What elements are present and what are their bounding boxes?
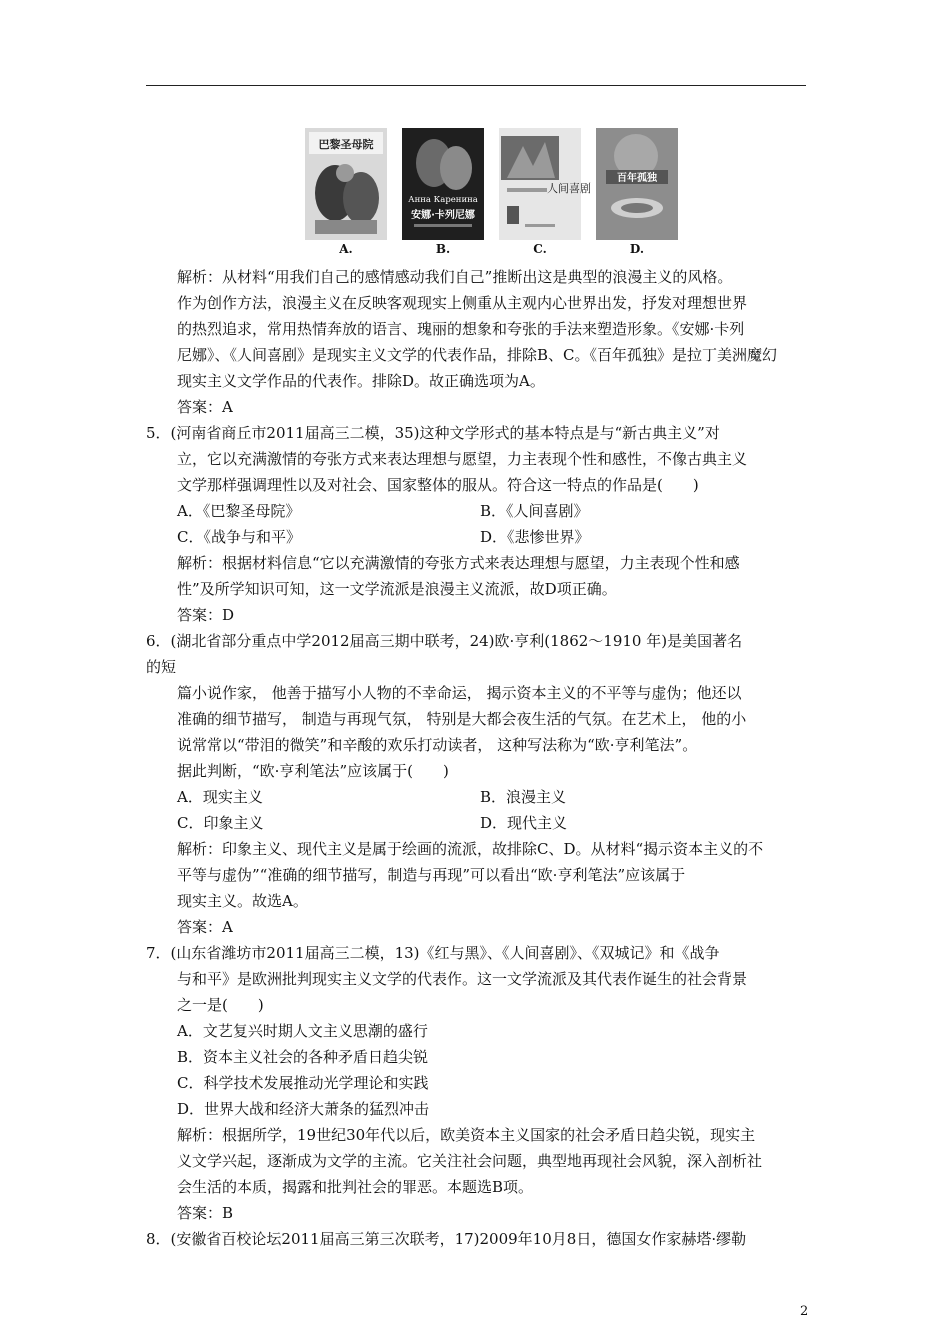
q6-option-c: C．印象主义	[177, 814, 264, 832]
cover-label-b: B.	[435, 242, 451, 256]
q5-option-d: D．《悲惨世界》	[480, 528, 590, 546]
q6-option-d: D．现代主义	[480, 814, 568, 832]
q5-option-a: A．《巴黎圣母院》	[177, 502, 301, 520]
q5-option-b: B．《人间喜剧》	[480, 502, 589, 520]
cover-human-comedy	[499, 128, 591, 240]
cover-label-a: A.	[339, 242, 353, 256]
q7-option-a: A．文艺复兴时期人文主义思潮的盛行	[177, 1022, 428, 1040]
svg-text:Анна Каренина: Анна Каренина	[408, 195, 478, 205]
book-cover-options	[305, 128, 685, 258]
q6-option-b: B．浪漫主义	[480, 788, 567, 806]
cover-notre-dame	[305, 128, 387, 240]
svg-text:人间喜剧: 人间喜剧	[547, 182, 591, 195]
q5-option-c: C．《战争与和平》	[177, 528, 301, 546]
q7-option-c: C．科学技术发展推动光学理论和实践	[177, 1074, 429, 1092]
cover-hundred-years	[596, 128, 678, 240]
q6-option-a: A．现实主义	[177, 788, 263, 806]
q7-option-b: B．资本主义社会的各种矛盾日趋尖锐	[177, 1048, 429, 1066]
q6-answer: 答案：A	[177, 918, 233, 936]
q7-option-d: D．世界大战和经济大萧条的猛烈冲击	[177, 1100, 430, 1118]
header-rule	[146, 85, 806, 86]
page-number: 2	[800, 1304, 809, 1319]
svg-text:巴黎圣母院: 巴黎圣母院	[318, 138, 374, 151]
cover-label-d: D.	[629, 242, 645, 256]
cover-label-c: C.	[533, 242, 547, 256]
svg-text:安娜·卡列尼娜: 安娜·卡列尼娜	[411, 210, 475, 221]
q4-answer: 答案：A	[177, 398, 233, 416]
q7-answer: 答案：B	[177, 1204, 234, 1222]
svg-text:百年孤独: 百年孤独	[617, 173, 657, 184]
q5-answer: 答案：D	[177, 606, 235, 624]
cover-anna-karenina	[402, 128, 484, 240]
